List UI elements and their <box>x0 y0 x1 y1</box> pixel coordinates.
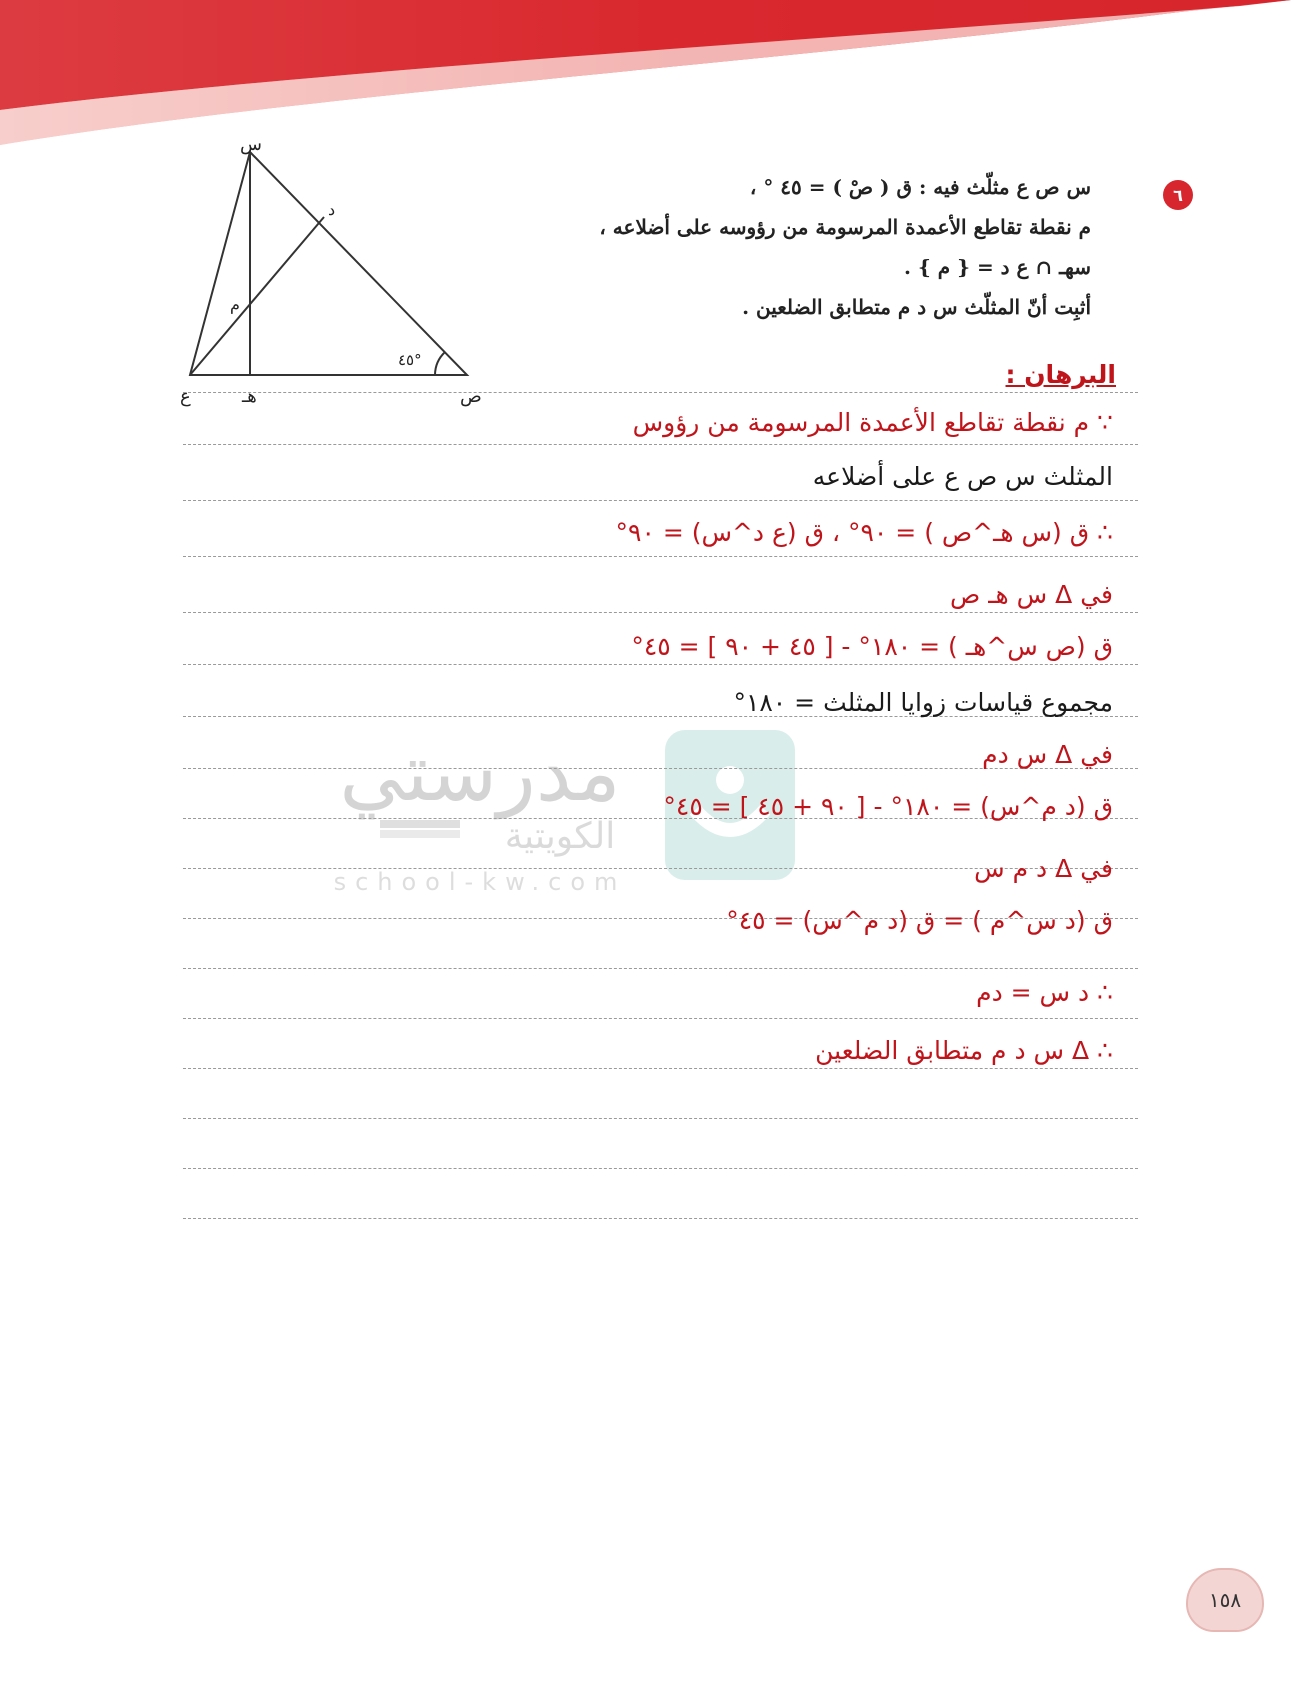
triangle-figure <box>180 140 500 410</box>
proof-line: في Δ س دم <box>982 740 1113 769</box>
problem-line: أثبِت أنّ المثلّث س د م متطابق الضلعين . <box>742 295 1091 319</box>
ruled-line <box>183 392 1138 393</box>
watermark-country: الكويتية <box>504 816 616 857</box>
vertex-label-left: ع <box>180 386 191 407</box>
proof-line: ∴ Δ س د م متطابق الضلعين <box>815 1036 1113 1065</box>
proof-line: في Δ د م س <box>974 854 1113 883</box>
proof-title: البرهان : <box>1005 360 1116 389</box>
proof-line: ∵ م نقطة تقاطع الأعمدة المرسومة من رؤوس <box>632 408 1113 437</box>
angle-arc <box>435 352 445 375</box>
point-label-d: د <box>328 200 336 219</box>
ruled-line <box>183 556 1138 557</box>
watermark-name: مدرستي <box>339 726 621 819</box>
foot-label: هـ <box>242 386 257 407</box>
ruled-line <box>183 444 1138 445</box>
triangle-sxy <box>190 152 467 375</box>
watermark <box>310 720 850 980</box>
ruled-line <box>183 968 1138 969</box>
proof-line: ق (د م^س) = ١٨٠° - [ ٩٠ + ٤٥ ] = ٤٥° <box>663 792 1113 821</box>
ruled-line <box>183 1168 1138 1169</box>
page-number: ١٥٨ <box>1186 1568 1264 1632</box>
ruled-line <box>183 1018 1138 1019</box>
ruled-line <box>183 612 1138 613</box>
problem-number-badge: ٦ <box>1163 180 1193 210</box>
ruled-line <box>183 1118 1138 1119</box>
proof-line: ∴ ق (س هـ^ص ) = ٩٠° ، ق (ع د^س) = ٩٠° <box>615 518 1113 547</box>
proof-line: ق (ص س^هـ ) = ١٨٠° - [ ٤٥ + ٩٠ ] = ٤٥° <box>631 632 1113 661</box>
proof-line: المثلث س ص ع على أضلاعه <box>812 462 1113 491</box>
ruled-line <box>183 1218 1138 1219</box>
proof-line: مجموع قياسات زوايا المثلث = ١٨٠° <box>733 688 1113 717</box>
ruled-line <box>183 500 1138 501</box>
proof-line: ق (د س^م ) = ق (د م^س) = ٤٥° <box>726 906 1113 935</box>
vertex-label-right: ص <box>460 386 482 407</box>
problem-line: م نقطة تقاطع الأعمدة المرسومة من رؤوسه على أضلاعه ، <box>599 215 1091 239</box>
header-banner <box>0 0 1291 160</box>
proof-line: ∴ د س = دم <box>976 978 1113 1007</box>
problem-line: س ص ع مثلّث فيه : ق ( صْ ) = ٤٥ ° ، <box>749 175 1091 199</box>
ruled-line <box>183 664 1138 665</box>
watermark-site: school-kw.com <box>333 868 627 896</box>
vertex-label-top: س <box>240 140 262 155</box>
ruled-line <box>183 1068 1138 1069</box>
proof-line: في Δ س هـ ص <box>950 580 1113 609</box>
angle-label: ٤٥° <box>398 351 422 369</box>
problem-line: سهـ ∩ ع د = { م } . <box>904 255 1091 279</box>
point-label-m: م <box>230 295 240 314</box>
altitude-a-d <box>190 217 324 375</box>
